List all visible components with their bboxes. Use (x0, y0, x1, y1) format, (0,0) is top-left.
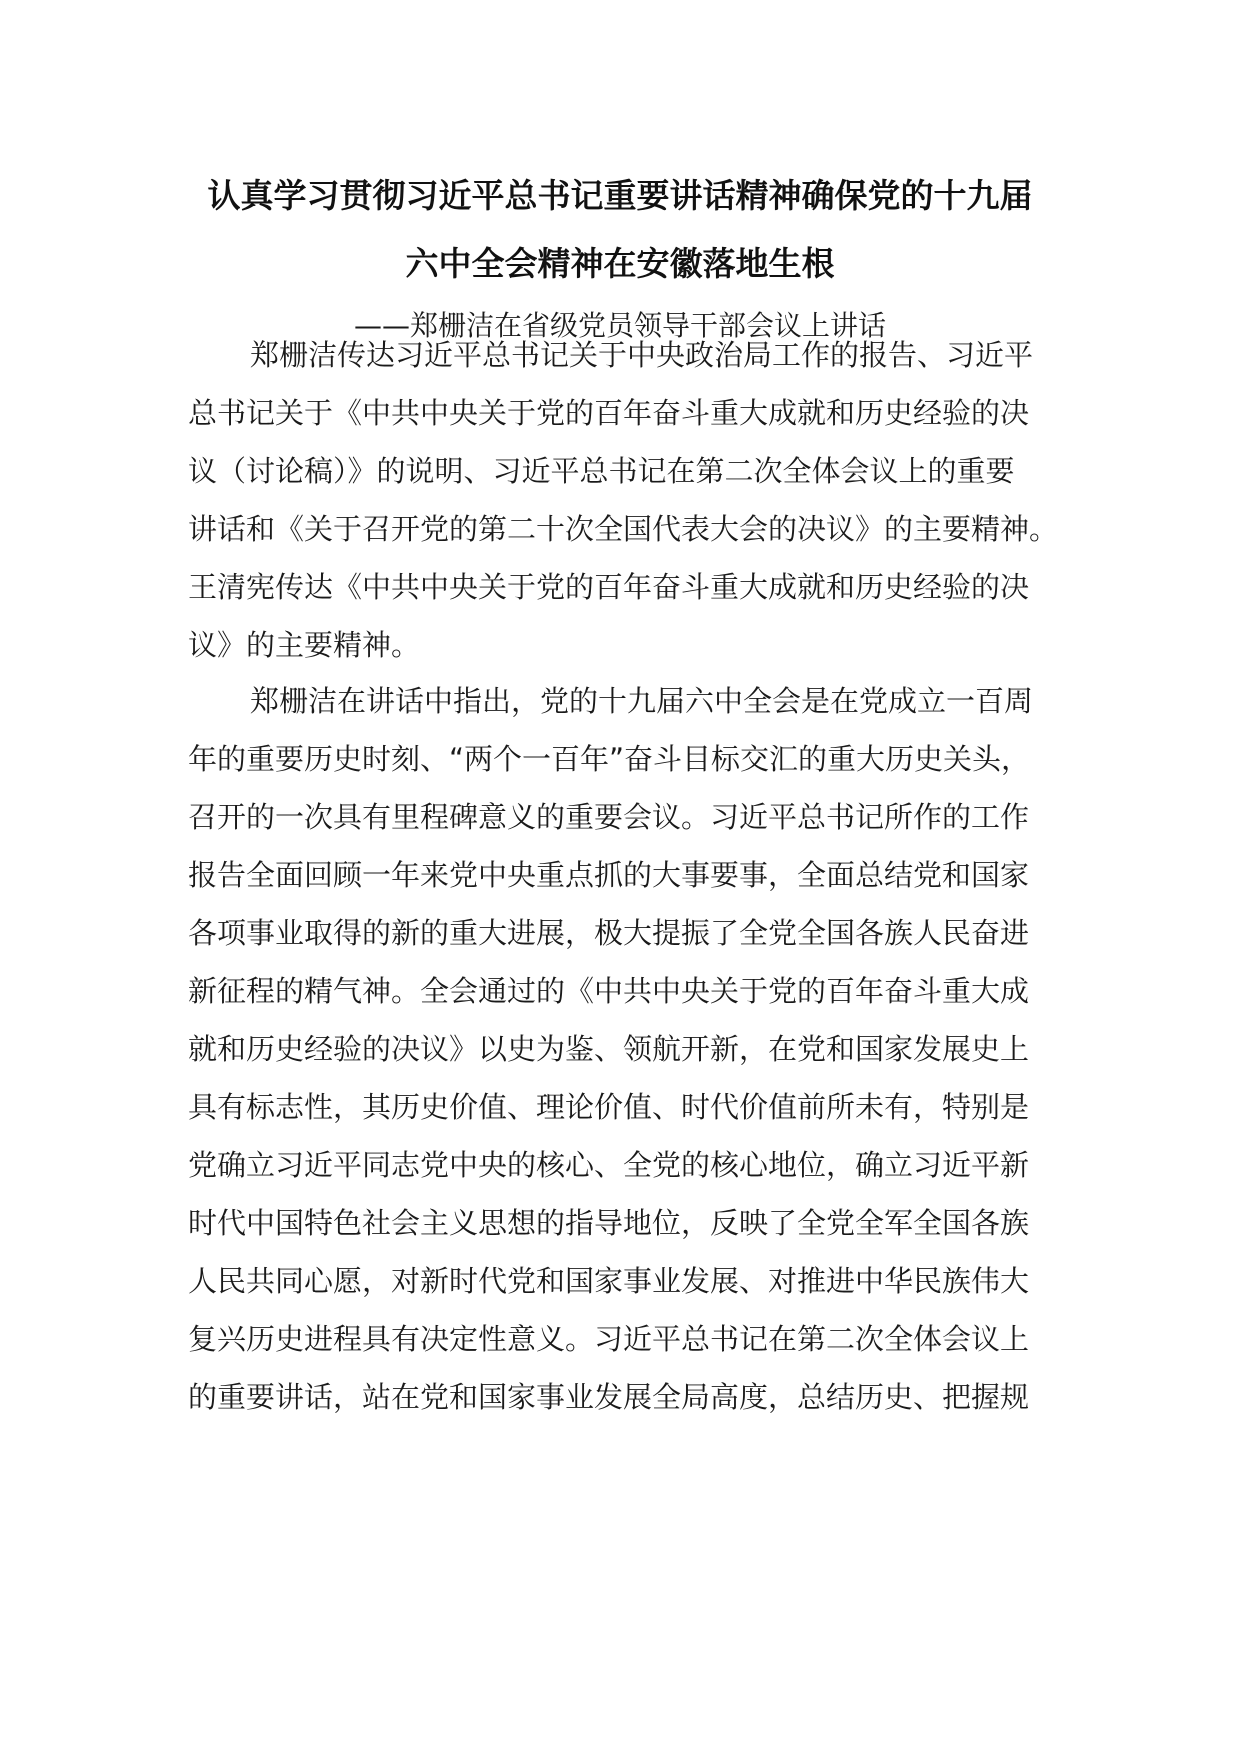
paragraph-1-line: 郑栅洁传达习近平总书记关于中央政治局工作的报告、习近平 (250, 338, 1034, 372)
paragraph-2-line: 就和历史经验的决议》以史为鉴、领航开新，在党和国家发展史上 (188, 1032, 1030, 1066)
paragraph-1-line: 讲话和《关于召开党的第二十次全国代表大会的决议》的主要精神。 (188, 512, 1059, 546)
paragraph-2-line: 人民共同心愿，对新时代党和国家事业发展、对推进中华民族伟大 (188, 1264, 1030, 1298)
paragraph-2-line: 报告全面回顾一年来党中央重点抓的大事要事，全面总结党和国家 (188, 858, 1030, 892)
paragraph-1-line: 总书记关于《中共中央关于党的百年奋斗重大成就和历史经验的决 (188, 396, 1030, 430)
paragraph-2-line: 的重要讲话，站在党和国家事业发展全局高度，总结历史、把握规 (188, 1380, 1030, 1414)
paragraph-2-line: 新征程的精气神。全会通过的《中共中央关于党的百年奋斗重大成 (188, 974, 1030, 1008)
document-title-line-2: 六中全会精神在安徽落地生根 (405, 244, 835, 283)
document-subtitle: ——郑栅洁在省级党员领导干部会议上讲话 (353, 309, 886, 342)
paragraph-2-line: 郑栅洁在讲话中指出，党的十九届六中全会是在党成立一百周 (250, 684, 1034, 718)
paragraph-1-line: 议（讨论稿）》的说明、习近平总书记在第二次全体会议上的重要 (188, 454, 1015, 488)
paragraph-2-line: 复兴历史进程具有决定性意义。习近平总书记在第二次全体会议上 (188, 1322, 1030, 1356)
paragraph-2-line: 各项事业取得的新的重大进展，极大提振了全党全国各族人民奋进 (188, 916, 1030, 950)
paragraph-2-line: 时代中国特色社会主义思想的指导地位，反映了全党全军全国各族 (188, 1206, 1030, 1240)
paragraph-1-line: 王清宪传达《中共中央关于党的百年奋斗重大成就和历史经验的决 (188, 570, 1030, 604)
paragraph-2-line: 具有标志性，其历史价值、理论价值、时代价值前所未有，特别是 (188, 1090, 1030, 1124)
paragraph-1-line: 议》的主要精神。 (188, 628, 421, 662)
paragraph-2-line: 年的重要历史时刻、“两个一百年”奋斗目标交汇的重大历史关头， (188, 742, 1031, 776)
document-title-line-1: 认真学习贯彻习近平总书记重要讲话精神确保党的十九届 (207, 176, 1033, 215)
paragraph-2-line: 召开的一次具有里程碑意义的重要会议。习近平总书记所作的工作 (188, 800, 1030, 834)
paragraph-2-line: 党确立习近平同志党中央的核心、全党的核心地位，确立习近平新 (188, 1148, 1030, 1182)
